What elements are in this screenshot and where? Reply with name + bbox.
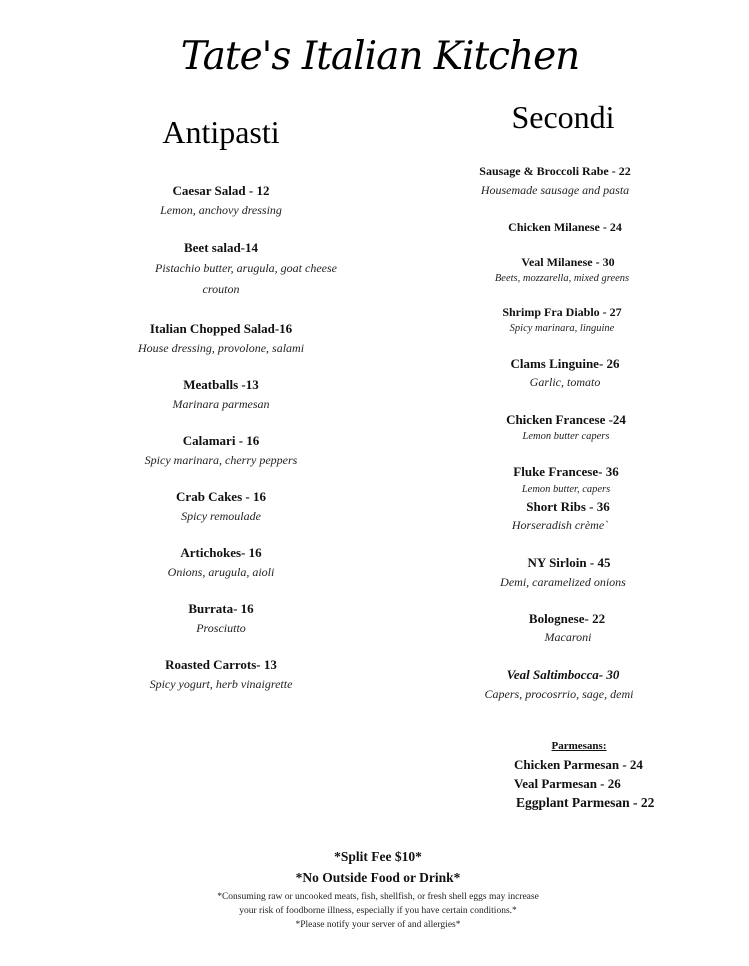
menu-item-desc: Spicy yogurt, herb vinaigrette <box>149 677 293 691</box>
menu-item-name: Fluke Francese- 36 <box>513 464 619 479</box>
menu-item-name: Meatballs -13 <box>183 377 259 392</box>
menu-item-name: Beet salad-14 <box>183 240 259 255</box>
menu-item-desc: Capers, procosrrio, sage, demi <box>484 687 634 701</box>
menu-item-name: Veal Milanese - 30 <box>521 255 615 269</box>
menu-item-desc: Pistachio butter, arugula, goat cheese <box>155 261 337 275</box>
menu-item-desc: Macaroni <box>544 630 592 644</box>
menu-item-name: NY Sirloin - 45 <box>527 555 611 570</box>
menu-item-desc-cont: crouton <box>202 282 240 296</box>
menu-item-name: Caesar Salad - 12 <box>172 183 270 198</box>
menu-item-name: Bolognese- 22 <box>528 611 606 626</box>
menu-item-name: Sausage & Broccoli Rabe - 22 <box>479 164 631 178</box>
food-safety-warning: your risk of foodborne illness, especially if you have certain conditions.* <box>239 906 517 916</box>
split-fee-note: *Split Fee $10* <box>334 849 422 864</box>
menu-item-name: Veal Saltimbocca- 30 <box>506 667 620 682</box>
menu-item-name: Burrata- 16 <box>188 601 254 616</box>
allergy-note: *Please notify your server of and allergies* <box>295 920 461 930</box>
secondi-heading: Secondi <box>511 99 615 135</box>
menu-item-desc: Horseradish crème` <box>511 518 609 532</box>
menu-item-name: Short Ribs - 36 <box>526 499 610 514</box>
menu-item-desc: Prosciutto <box>196 621 246 635</box>
menu-item-desc: House dressing, provolone, salami <box>137 341 305 355</box>
restaurant-title: Tate's Italian Kitchen <box>180 34 580 79</box>
menu-item-desc: Garlic, tomato <box>529 375 601 389</box>
parmesan-item: Eggplant Parmesan - 22 <box>516 795 655 810</box>
no-outside-note: *No Outside Food or Drink* <box>295 870 461 885</box>
menu-item-desc: Spicy marinara, linguine <box>509 323 615 334</box>
menu-item-desc: Lemon butter, capers <box>521 484 611 495</box>
menu-item-desc: Beets, mozzarella, mixed greens <box>494 273 630 284</box>
menu-item-name: Italian Chopped Salad-16 <box>149 321 293 336</box>
menu-item-desc: Onions, arugula, aioli <box>167 565 275 579</box>
menu-item-desc: Housemade sausage and pasta <box>480 183 630 197</box>
menu-item-name: Artichokes- 16 <box>180 545 262 560</box>
menu-item-desc: Spicy marinara, cherry peppers <box>144 453 298 467</box>
parmesan-item: Chicken Parmesan - 24 <box>514 757 643 772</box>
menu-item-name: Roasted Carrots- 13 <box>165 657 277 672</box>
menu-item-name: Chicken Francese -24 <box>506 412 626 427</box>
menu-item-desc: Lemon butter capers <box>522 431 610 442</box>
menu-item-desc: Marinara parmesan <box>172 397 270 411</box>
menu-item-name: Crab Cakes - 16 <box>176 489 266 504</box>
menu-item-name: Shrimp Fra Diablo - 27 <box>502 305 622 319</box>
menu-item-desc: Lemon, anchovy dressing <box>160 203 282 217</box>
menu-item-name: Chicken Milanese - 24 <box>508 220 622 234</box>
parmesan-item: Veal Parmesan - 26 <box>514 776 621 791</box>
menu-item-name: Calamari - 16 <box>182 433 260 448</box>
antipasti-heading: Antipasti <box>162 114 280 150</box>
parmesans-heading: Parmesans: <box>551 740 607 752</box>
menu-item-desc: Demi, caramelized onions <box>500 575 626 589</box>
menu-item-desc: Spicy remoulade <box>181 509 261 523</box>
food-safety-warning: *Consuming raw or uncooked meats, fish, shellfish, or fresh shell eggs may increase <box>217 892 539 902</box>
menu-item-name: Clams Linguine- 26 <box>510 356 620 371</box>
